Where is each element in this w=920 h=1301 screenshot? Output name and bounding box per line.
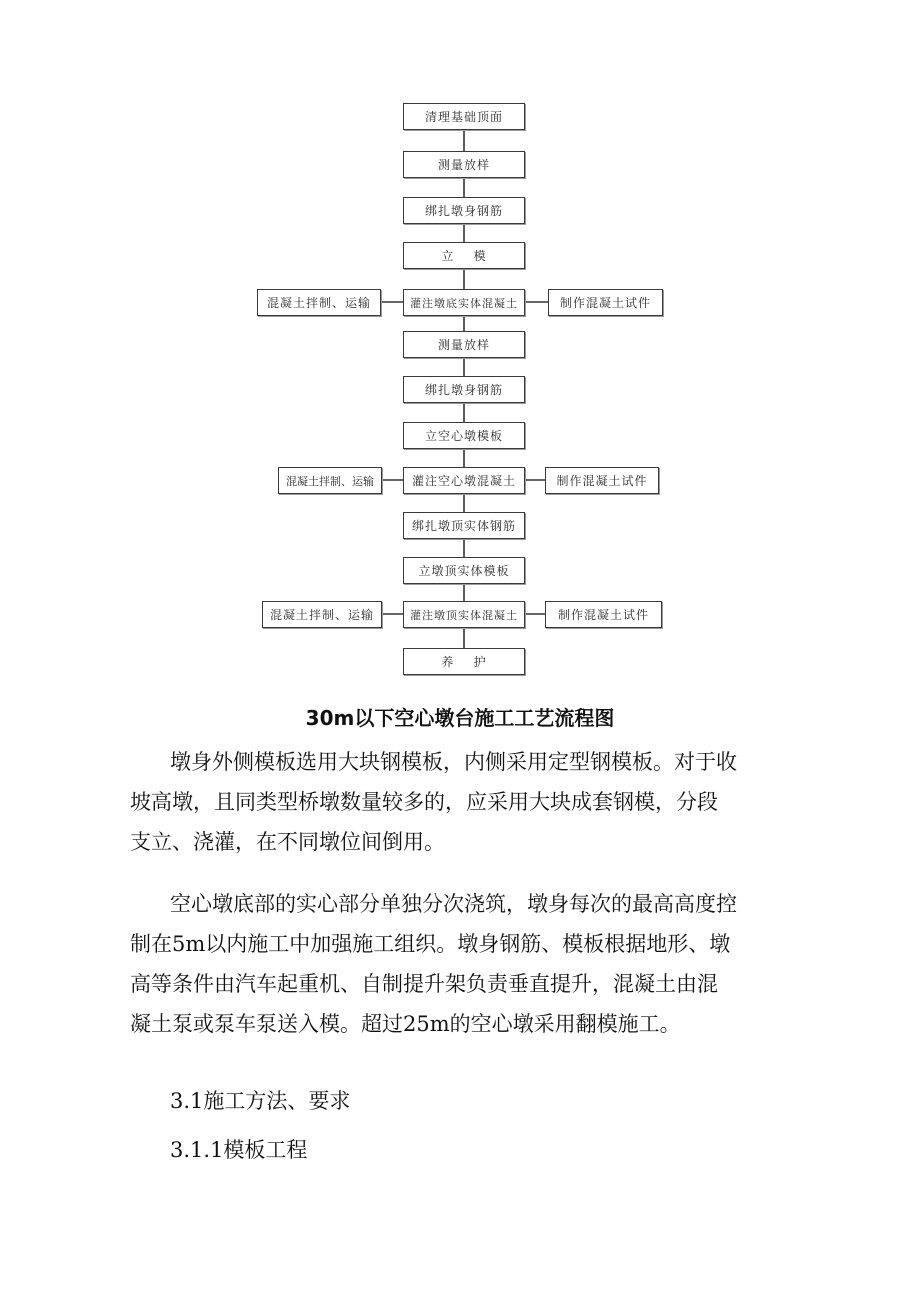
section-heading-3-1: 3.1施工方法、要求 [170,1089,351,1113]
figure-caption: 30m以下空心墩台施工工艺流程图 [305,706,615,730]
step-hollow-formwork: 立空心墩模板 [403,422,525,449]
step-survey-2: 测量放样 [403,331,525,358]
step-pour-bottom: 灌注墩底实体混凝土 [403,289,525,316]
para1-line-1: 墩身外侧模板选用大块钢模板，内侧采用定型钢模板。对于收 [170,750,737,774]
input-test-specimen-3: 制作混凝土试件 [545,601,662,628]
step-clean-foundation: 清理基础顶面 [403,103,525,130]
para2-line-2: 制在5m以内施工中加强施工组织。墩身钢筋、模板根据地形、墩 [130,932,731,956]
input-concrete-mixing-1: 混凝土拌制、运输 [257,289,381,316]
paragraph-formwork-selection [130,742,810,862]
step-pour-top: 灌注墩顶实体混凝土 [403,601,525,628]
section-heading-3-1-1: 3.1.1模板工程 [170,1138,308,1162]
paragraph-pouring-method [130,884,810,1044]
step-formwork: 立 模 [403,242,525,269]
step-pour-hollow: 灌注空心墩混凝土 [403,467,525,494]
input-test-specimen-1: 制作混凝土试件 [548,289,663,316]
step-top-rebar: 绑扎墩顶实体钢筋 [403,512,525,539]
step-survey-1: 测量放样 [403,151,525,178]
step-rebar-2: 绑扎墩身钢筋 [403,376,525,403]
input-concrete-mixing-2: 混凝土拌制、运输 [278,467,382,494]
step-top-formwork: 立墩顶实体模板 [403,557,525,584]
para2-line-4: 凝土泵或泵车泵送入模。超过25m的空心墩采用翻模施工。 [130,1012,681,1036]
para2-line-1: 空心墩底部的实心部分单独分次浇筑，墩身每次的最高高度控 [170,892,737,916]
para1-line-2: 坡高墩，且同类型桥墩数量较多的，应采用大块成套钢模，分段 [130,790,718,814]
input-test-specimen-2: 制作混凝土试件 [545,467,659,494]
input-concrete-mixing-3: 混凝土拌制、运输 [262,601,382,628]
para1-line-3: 支立、浇灌，在不同墩位间倒用。 [130,830,445,854]
step-rebar-1: 绑扎墩身钢筋 [403,197,525,224]
para2-line-3: 高等条件由汽车起重机、自制提升架负责垂直提升，混凝土由混 [130,972,718,996]
step-curing: 养 护 [403,648,525,675]
